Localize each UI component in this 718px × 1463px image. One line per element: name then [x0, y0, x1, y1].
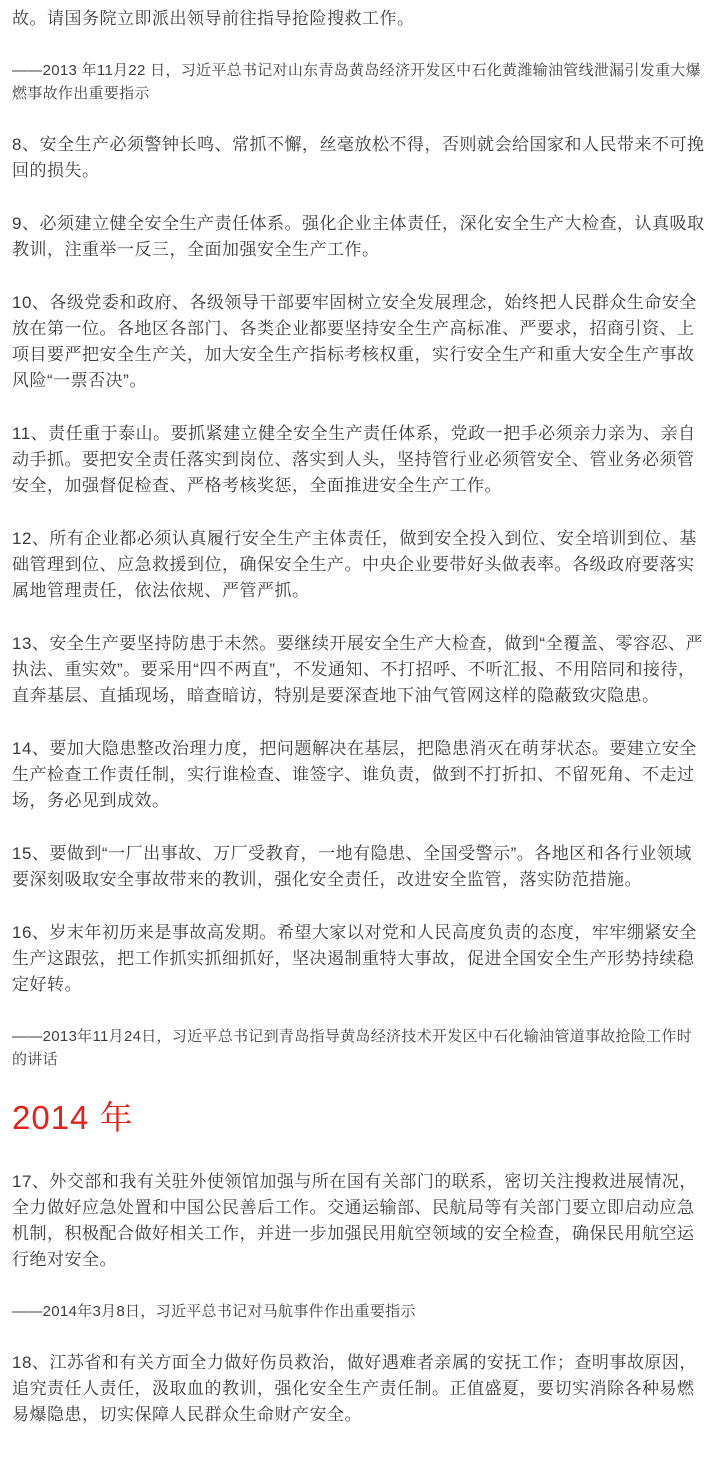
paragraph-item-18: 18、江苏省和有关方面全力做好伤员救治，做好遇难者亲属的安抚工作；查明事故原因，追究责任人责任，汲取血的教训，强化安全生产责任制。正值盛夏，要切实消除各种易燃易爆隐患，切实保障人民群众生命财产安全。 — [12, 1353, 697, 1424]
year-heading-2014: 2014 年 — [12, 1099, 134, 1136]
quote-attribution-2013-11-22: ——2013 年11月22 日，习近平总书记对山东青岛黄岛经济开发区中石化黄潍输油管线泄漏引发重大爆燃事故作出重要指示 — [12, 62, 701, 102]
paragraph-item-9: 9、必须建立健全安全生产责任体系。强化企业主体责任，深化安全生产大检查，认真吸取教训，注重举一反三，全面加强安全生产工作。 — [12, 214, 705, 259]
quote-attribution-2013-11-24: ——2013年11月24日，习近平总书记到青岛指导黄岛经济技术开发区中石化输油管道事故抢险工作时的讲话 — [12, 1028, 693, 1068]
paragraph-item-17: 17、外交部和我有关驻外使领馆加强与所在国有关部门的联系，密切关注搜救进展情况，全力做好应急处置和中国公民善后工作。交通运输部、民航局等有关部门要立即启动应急机制，积极配合做好相关工作，并进一步加强民用航空领域的安全检查，确保民用航空运行绝对安全。 — [12, 1172, 697, 1269]
paragraph-item-15: 15、要做到“一厂出事故、万厂受教育，一地有隐患、全国受警示”。各地区和各行业领域要深刻吸取安全事故带来的教训，强化安全责任，改进安全监管，落实防范措施。 — [12, 844, 692, 889]
paragraph-item-10: 10、各级党委和政府、各级领导干部要牢固树立安全发展理念，始终把人民群众生命安全放在第一位。各地区各部门、各类企业都要坚持安全生产高标准、严要求，招商引资、上项目要严把安全生产关，加大安全生产指标考核权重，实行安全生产和重大安全生产事故风险“一票否决”。 — [12, 293, 697, 390]
quote-attribution-2014-03-08: ——2014年3月8日，习近平总书记对马航事件作出重要指示 — [12, 1303, 416, 1320]
paragraph-continuation-top: 故。请国务院立即派出领导前往指导抢险搜救工作。 — [12, 9, 415, 28]
paragraph-item-11: 11、责任重于泰山。要抓紧建立健全安全生产责任体系，党政一把手必须亲力亲为、亲自动手抓。要把安全责任落实到岗位、落实到人头，坚持管行业必须管安全、管业务必须管安全，加强督促检查、严格考核奖惩，全面推进安全生产工作。 — [12, 424, 696, 495]
paragraph-item-13: 13、安全生产要坚持防患于未然。要继续开展安全生产大检查，做到“全覆盖、零容忍、严执法、重实效”。要采用“四不两直”，不发通知、不打招呼、不听汇报、不用陪同和接待，直奔基层、直插现场，暗查暗访，特别是要深查地下油气管网这样的隐蔽致灾隐患。 — [12, 634, 704, 705]
paragraph-item-14: 14、要加大隐患整改治理力度，把问题解决在基层，把隐患消灭在萌芽状态。要建立安全生产检查工作责任制，实行谁检查、谁签字、谁负责，做到不打折扣、不留死角、不走过场，务必见到成效。 — [12, 739, 697, 810]
paragraph-item-12: 12、所有企业都必须认真履行安全生产主体责任，做到安全投入到位、安全培训到位、基础管理到位、应急救援到位，确保安全生产。中央企业要带好头做表率。各级政府要落实属地管理责任，依法依规、严管严抓。 — [12, 529, 697, 600]
paragraph-item-16: 16、岁末年初历来是事故高发期。希望大家以对党和人民高度负责的态度，牢牢绷紧安全生产这跟弦，把工作抓实抓细抓好，坚决遏制重特大事故，促进全国安全生产形势持续稳定好转。 — [12, 923, 697, 994]
paragraph-item-8: 8、安全生产必须警钟长鸣、常抓不懈，丝毫放松不得，否则就会给国家和人民带来不可挽回的损失。 — [12, 135, 705, 180]
